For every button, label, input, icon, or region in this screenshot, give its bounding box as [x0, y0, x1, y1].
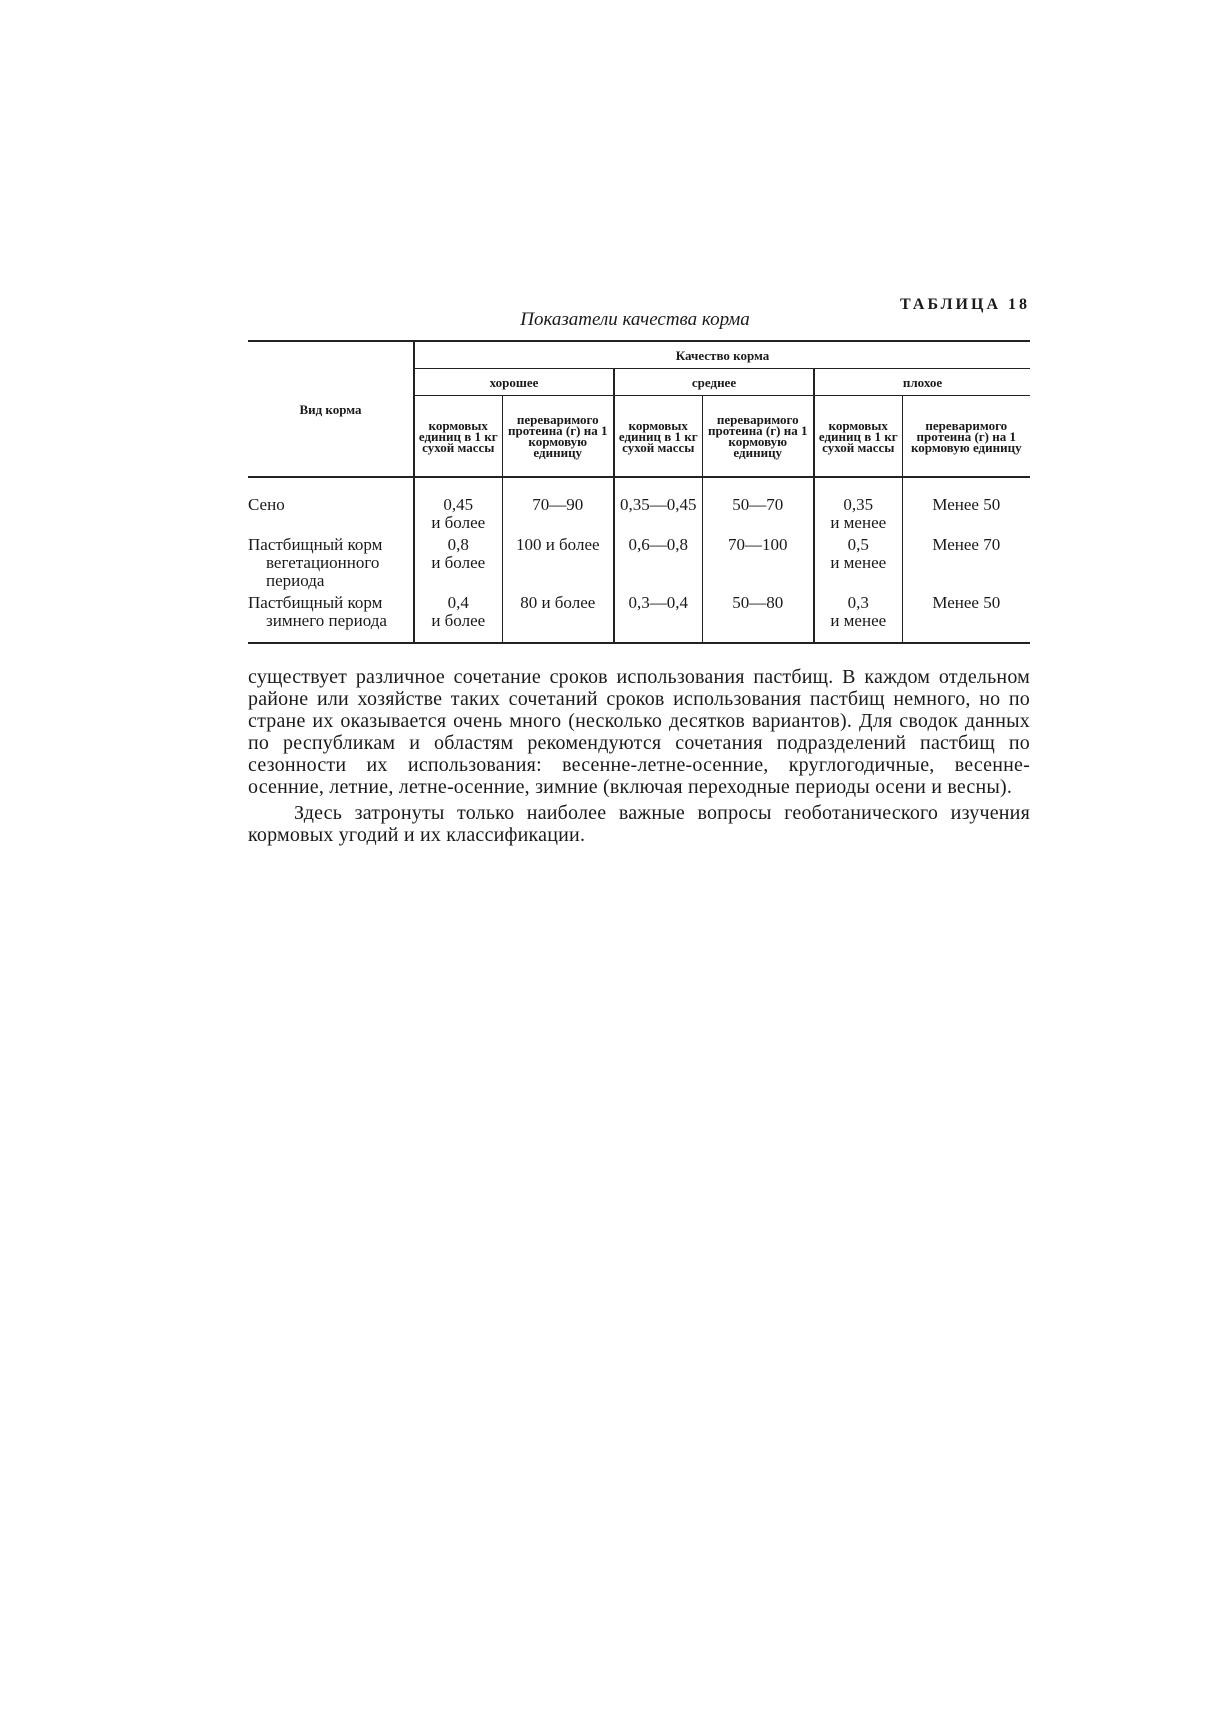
feed-kind-line: Сено: [248, 495, 285, 514]
cell-feed-kind: [248, 532, 414, 590]
table-row: [248, 477, 1030, 532]
cell-poor-units: 0,35 и менее: [814, 477, 902, 532]
cell-poor-protein: Менее 50: [902, 590, 1030, 643]
cell-good-protein: 80 и более: [502, 590, 614, 643]
cell-poor-protein: Менее 70: [902, 532, 1030, 590]
table-row: [248, 590, 1030, 643]
cell-feed-kind: [248, 590, 414, 643]
header-quality-good: хорошее: [414, 369, 614, 396]
body-text: [248, 666, 1030, 846]
header-good-units: кормовых единиц в 1 кг сухой массы: [414, 396, 502, 478]
cell-good-units: 0,8 и более: [414, 532, 502, 590]
cell-poor-units: 0,3 и менее: [814, 590, 902, 643]
feed-kind-line: периода: [266, 571, 325, 590]
cell-good-protein: 70—90: [502, 477, 614, 532]
table-number: ТАБЛИЦА 18: [900, 296, 1030, 313]
header-quality-medium: среднее: [614, 369, 814, 396]
cell-medium-protein: 50—80: [702, 590, 814, 643]
cell-feed-kind: [248, 477, 414, 532]
feed-kind-line: Пастбищный корм: [248, 535, 383, 554]
header-poor-units: кормовых единиц в 1 кг сухой массы: [814, 396, 902, 478]
table-row: [248, 532, 1030, 590]
header-feed-kind: Вид корма: [248, 341, 414, 477]
cell-medium-protein: 70—100: [702, 532, 814, 590]
feed-quality-table: [248, 340, 1030, 644]
cell-good-units: 0,4 и более: [414, 590, 502, 643]
header-feed-quality: Качество корма: [414, 341, 1030, 369]
header-good-protein: переваримого протеина (г) на 1 кормовую единицу: [502, 396, 614, 478]
paragraph: существует различное сочетание сроков использования пастбищ. В каждом отдельном районе или хозяйстве таких сочетаний сроков использования пастбищ немного, но по стране их оказывается очень много (несколько десятков вариантов). Для сводок данных по республикам и областям рекомендуются сочетания подразделений пастбищ по сезонности их использования: весенне-летне-осенние, круглогодичные, весенне-осенние, летние, летне-осенние, зимние (включая переходные периоды осени и весны).: [248, 666, 1030, 798]
cell-poor-units: 0,5 и менее: [814, 532, 902, 590]
cell-good-units: 0,45 и более: [414, 477, 502, 532]
feed-kind-line: зимнего периода: [266, 611, 387, 630]
header-medium-units: кормовых единиц в 1 кг сухой массы: [614, 396, 702, 478]
feed-kind-line: вегетационного: [266, 553, 380, 572]
cell-good-protein: 100 и более: [502, 532, 614, 590]
cell-medium-units: 0,6—0,8: [614, 532, 702, 590]
cell-medium-protein: 50—70: [702, 477, 814, 532]
header-medium-protein: переваримого протеина (г) на 1 кормовую единицу: [702, 396, 814, 478]
paragraph: Здесь затронуты только наиболее важные вопросы геоботанического изучения кормовых угодий и их классификации.: [248, 802, 1030, 846]
header-poor-protein: переваримого протеина (г) на 1 кормовую единицу: [902, 396, 1030, 478]
table-title: Показатели качества корма: [520, 309, 750, 330]
cell-medium-units: 0,35—0,45: [614, 477, 702, 532]
cell-medium-units: 0,3—0,4: [614, 590, 702, 643]
header-quality-poor: плохое: [814, 369, 1030, 396]
feed-kind-line: Пастбищный корм: [248, 593, 383, 612]
cell-poor-protein: Менее 50: [902, 477, 1030, 532]
